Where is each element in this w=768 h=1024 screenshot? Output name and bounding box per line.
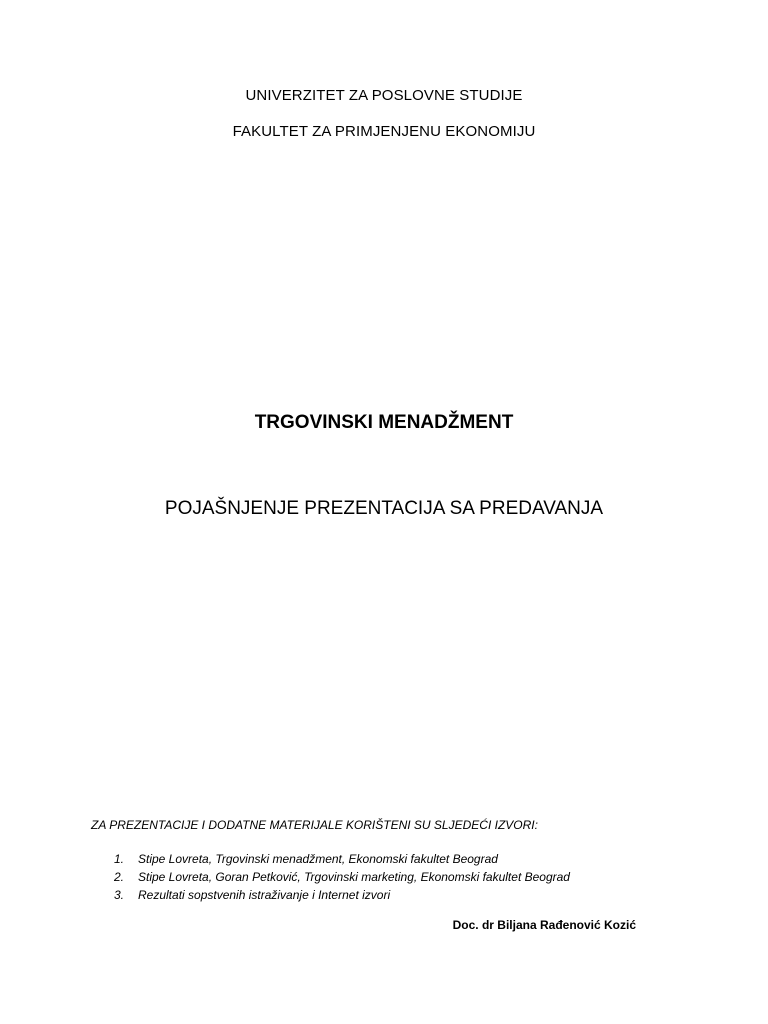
faculty-name: FAKULTET ZA PRIMJENJENU EKONOMIJU bbox=[232, 123, 536, 140]
sources-list bbox=[114, 850, 570, 904]
course-title: TRGOVINSKI MENADŽMENT bbox=[254, 412, 514, 433]
sources-heading: ZA PREZENTACIJE I DODATNE MATERIJALE KORIŠTENI SU SLJEDEĆI IZVORI: bbox=[91, 818, 538, 832]
author-name: Doc. dr Biljana Rađenović Kozić bbox=[452, 918, 636, 932]
list-item-text: Stipe Lovreta, Goran Petković, Trgovinski marketing, Ekonomski fakultet Beograd bbox=[138, 870, 570, 884]
university-name: UNIVERZITET ZA POSLOVNE STUDIJE bbox=[245, 87, 523, 104]
list-item bbox=[114, 850, 570, 868]
list-item-number: 3. bbox=[114, 888, 125, 902]
list-item-number: 2. bbox=[114, 870, 125, 884]
list-item-text: Stipe Lovreta, Trgovinski menadžment, Ekonomski fakultet Beograd bbox=[138, 852, 498, 866]
list-item bbox=[114, 886, 570, 904]
document-subtitle: POJAŠNJENJE PREZENTACIJA SA PREDAVANJA bbox=[164, 498, 604, 519]
list-item-text: Rezultati sopstvenih istraživanje i Internet izvori bbox=[138, 888, 391, 902]
list-item bbox=[114, 868, 570, 886]
list-item-number: 1. bbox=[114, 852, 125, 866]
